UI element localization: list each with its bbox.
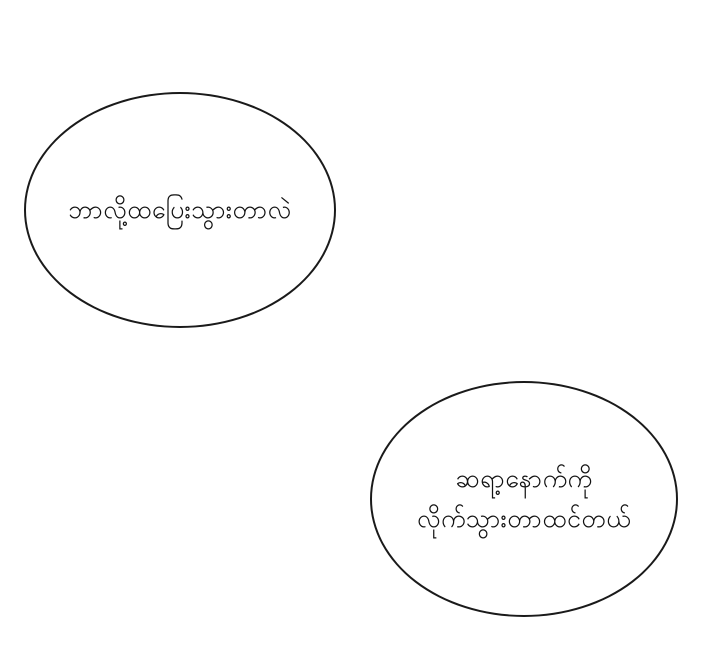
speech-bubble-1 <box>24 92 336 328</box>
speech-bubble-2-line-1: ဆရာ့နောက်ကို <box>455 464 593 493</box>
speech-bubble-2 <box>370 381 678 617</box>
speech-bubble-2-line-2: လိုက်သွားတာထင်တယ် <box>417 504 631 533</box>
speech-bubble-1-text: ဘာလို့ထပြေးသွားတာလဲ <box>68 195 292 224</box>
